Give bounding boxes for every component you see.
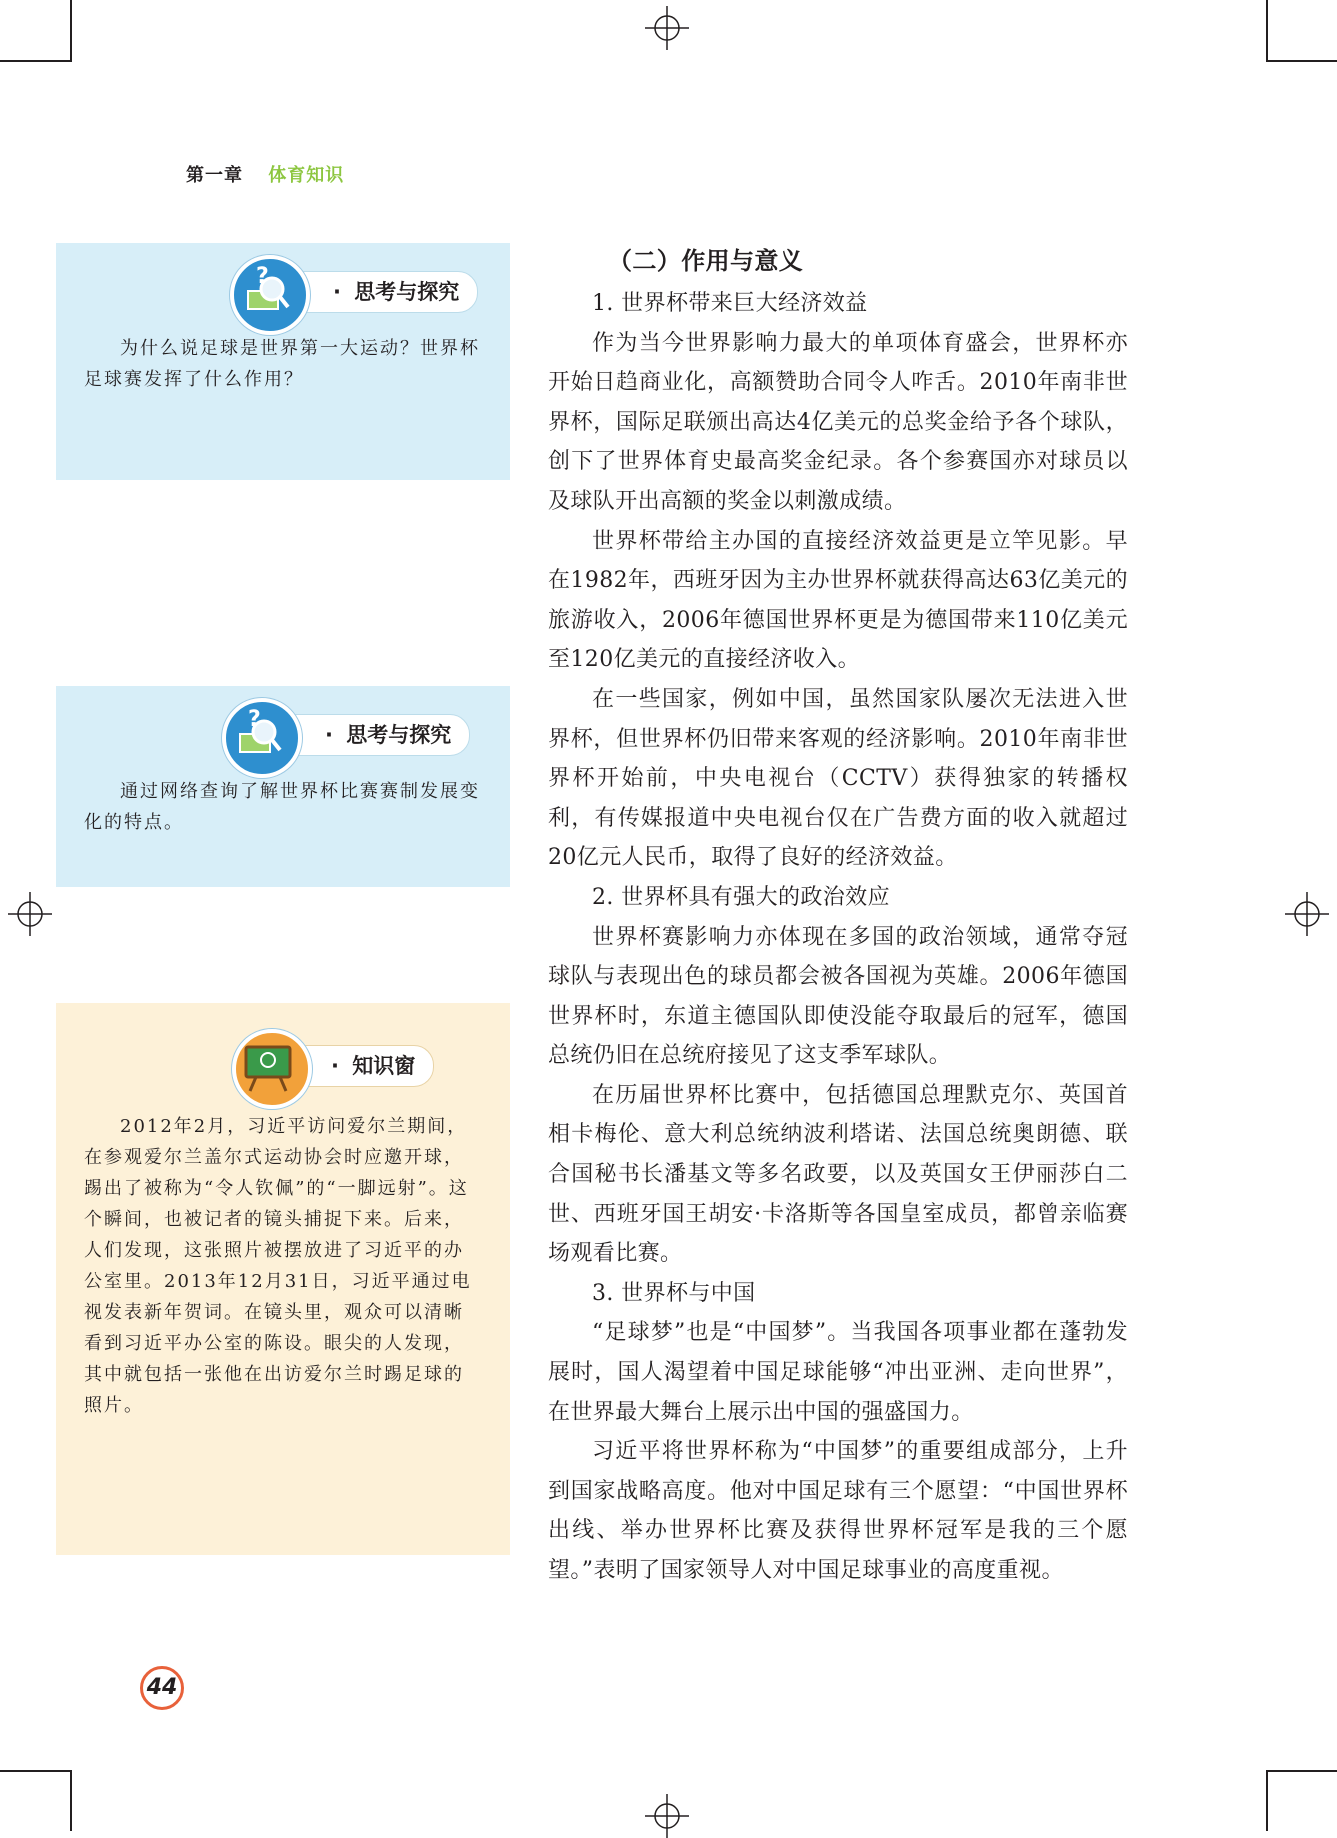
- think-explore-box: [56, 243, 510, 480]
- box-header: [84, 686, 482, 776]
- crop-mark: [0, 60, 72, 62]
- crop-mark: [1266, 1770, 1268, 1831]
- crop-mark: [70, 0, 72, 62]
- main-content: [548, 240, 1128, 1591]
- box-text: 通过网络查询了解世界杯比赛赛制发展变化的特点。: [84, 781, 480, 833]
- box-text: 2012年2月，习近平访问爱尔兰期间，在参观爱尔兰盖尔式运动协会时应邀开球，踢出了被称为“令人钦佩”的“一脚远射”。这个瞬间，也被记者的镜头捕捉下来。后来，人们发现，这张照片被摆放进了习近平的办公室里。2013年12月31日，习近平通过电视发表新年贺词。在镜头里，观众可以清晰看到习近平办公室的陈设。眼尖的人发现，其中就包括一张他在出访爱尔兰时踢足球的照片。: [84, 1116, 472, 1416]
- paragraph: 习近平将世界杯称为“中国梦”的重要组成部分，上升到国家战略高度。他对中国足球有三个愿望：“中国世界杯出线、举办世界杯比赛及获得世界杯冠军是我的三个愿望。”表明了国家领导人对中国足球事业的高度重视。: [548, 1439, 1128, 1583]
- box-text: 为什么说足球是世界第一大运动？世界杯足球赛发挥了什么作用？: [84, 338, 480, 390]
- crop-mark: [1266, 1770, 1337, 1772]
- paragraph: 世界杯带给主办国的直接经济效益更是立竿见影。早在1982年，西班牙因为主办世界杯就获得高达63亿美元的旅游收入，2006年德国世界杯更是为德国带来110亿美元至120亿美元的直接经济收入。: [548, 528, 1128, 673]
- knowledge-window-box: [56, 1003, 510, 1555]
- box-label: · 思考与探究: [284, 271, 478, 313]
- paragraph: 世界杯赛影响力亦体现在多国的政治领域，通常夺冠球队与表现出色的球员都会被各国视为英雄。2006年德国世界杯时，东道主德国队即使没能夺取最后的冠军，德国总统仍旧在总统府接见了这支季军球队。: [548, 924, 1128, 1069]
- subsection-heading: 2. 世界杯具有强大的政治效应: [592, 884, 890, 910]
- section-title: （二）作用与意义: [608, 247, 804, 275]
- blackboard-bulb-icon: [232, 1029, 312, 1109]
- box-label: · 知识窗: [282, 1045, 434, 1087]
- subsection-heading: 3. 世界杯与中国: [592, 1280, 756, 1306]
- box-label: · 思考与探究: [276, 714, 470, 756]
- box-header: [84, 243, 482, 333]
- paragraph: 在历届世界杯比赛中，包括德国总理默克尔、英国首相卡梅伦、意大利总统纳波利塔诺、法国总统奥朗德、联合国秘书长潘基文等多名政要，以及英国女王伊丽莎白二世、西班牙国王胡安·卡洛斯等各国皇室成员，都曾亲临赛场观看比赛。: [548, 1082, 1128, 1267]
- box-header: [84, 1003, 482, 1111]
- svg-text:?: ?: [256, 264, 269, 289]
- magnifier-book-icon: [230, 255, 310, 335]
- main-items: [548, 284, 1128, 1591]
- paragraph: “足球梦”也是“中国梦”。当我国各项事业都在蓬勃发展时，国人渴望着中国足球能够“冲出亚洲、走向世界”，在世界最大舞台上展示出中国的强盛国力。: [548, 1320, 1128, 1425]
- crop-mark: [1266, 0, 1268, 62]
- crop-mark: [0, 1770, 72, 1772]
- think-explore-box: [56, 686, 510, 887]
- svg-text:?: ?: [248, 707, 261, 732]
- registration-mark-icon: [645, 6, 689, 50]
- page-number: 44: [140, 1666, 184, 1710]
- paragraph: 在一些国家，例如中国，虽然国家队屡次无法进入世界杯，但世界杯仍旧带来客观的经济影响。2010年南非世界杯开始前，中央电视台（CCTV）获得独家的转播权利，有传媒报道中央电视台仅在广告费方面的收入就超过20亿元人民币，取得了良好的经济效益。: [548, 686, 1128, 871]
- chapter-title: 体育知识: [268, 165, 345, 186]
- crop-mark: [70, 1770, 72, 1831]
- chapter-header: [186, 161, 344, 187]
- registration-mark-icon: [1285, 892, 1329, 936]
- paragraph: 作为当今世界影响力最大的单项体育盛会，世界杯亦开始日趋商业化，高额赞助合同令人咋舌。2010年南非世界杯，国际足联颁出高达4亿美元的总奖金给予各个球队，创下了世界体育史最高奖金纪录。各个参赛国亦对球员以及球队开出高额的奖金以刺激成绩。: [548, 330, 1128, 514]
- registration-mark-icon: [8, 892, 52, 936]
- registration-mark-icon: [645, 1794, 689, 1838]
- crop-mark: [1266, 60, 1337, 62]
- magnifier-book-icon: [222, 698, 302, 778]
- subsection-heading: 1. 世界杯带来巨大经济效益: [592, 291, 868, 316]
- chapter-number: 第一章: [186, 165, 243, 186]
